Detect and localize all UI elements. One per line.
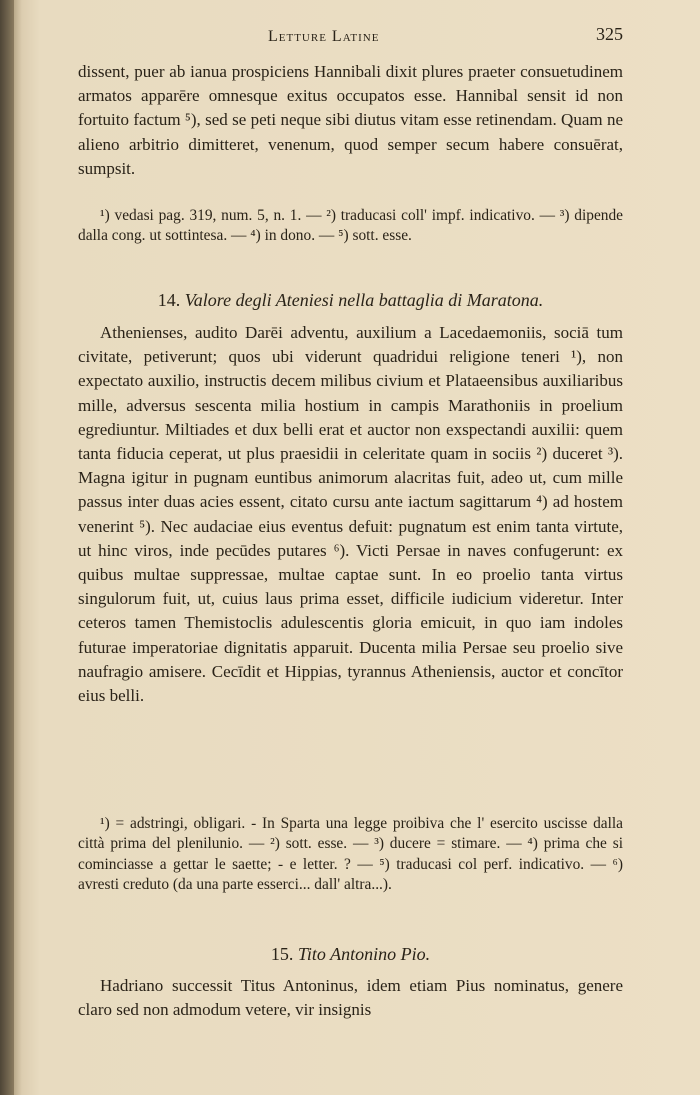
section-14-heading xyxy=(78,288,623,312)
running-title: Letture Latine xyxy=(268,28,380,45)
page-binding xyxy=(0,0,14,1095)
paragraph-section-15: Hadriano successit Titus Antoninus, idem etiam Pius nominatus, genere claro sed non admodum vetere, vir insignis xyxy=(78,976,623,1020)
section-15-title: Tito Antonino Pio. xyxy=(297,944,431,964)
page-header xyxy=(78,24,623,50)
paragraph-section-14: Athenienses, audito Darēi adventu, auxilium a Lacedaemoniis, sociā tum civitate, petiverunt; quos ubi viderunt quadridui religione teneri ¹), non expectato auxilio, instructis decem milibus civium et Plataeensibus auxiliaribus mille, adversus sescenta milia hostium in campis Marathoniis in proelium egrediuntur. Miltiades et dux belli erat et auctor non exspectandi auxilii: quem tanta fiducia ceperat, ut plus praesidii in celeritate quam in sociis ²) duceret ³). Magna igitur in pugnam euntibus animorum alacritas fuit, adeo ut, cum mille passus inter duas acies essent, citato cursu ante iactum sagittarum ⁴) ad hostem venerint ⁵). Nec audaciae eius eventus defuit: pugnatum est enim tanta virtute, ut hinc viros, inde pecūdes putares ⁶). Victi Persae in naves confugerunt: ex quibus multae suppressae, multae captae sunt. In eo proelio tanta virtus singulorum fuit, ut, cuius laus prima esset, difficile iudicium videretur. Inter ceteros tamen Themistoclis adulescentis gloria emicuit, in quo iam indoles futurae imperatoriae dignitatis apparuit. Ducenta milia Persae seu proelio sive naufragio amisere. Cecīdit et Hippias, tyrannus Atheniensis, auctor et concītor eius belli. xyxy=(78,323,623,706)
footnotes-section-14: ¹) = adstringi, obligari. - In Sparta una legge proibiva che l' esercito uscisse dalla città prima del plenilunio. — ²) sott. esse. — ³) ducere = stimare. — ⁴) prima che si cominciasse a gettar le saette; - e letter. ? — ⁵) traducasi col perf. indicativo. — ⁶) avresti creduto (da una parte esserci... dall' altra...). xyxy=(78,815,623,893)
paragraph-continued: dissent, puer ab ianua prospiciens Hannibali dixit plures praeter consuetudinem armatos apparēre omnesque exitus occupatos esse. Hannibal sensit id non fortuito factum ⁵), sed se peti neque sibi diutus vitam esse retinendam. Quam ne alieno arbitrio dimitteret, venenum, quod semper secum habere consuērat, sumpsit. xyxy=(78,62,623,178)
footnotes-section-13: ¹) vedasi pag. 319, num. 5, n. 1. — ²) traducasi coll' impf. indicativo. — ³) dipende dalla cong. ut sottintesa. — ⁴) in dono. — ⁵) sott. esse. xyxy=(78,207,623,245)
page-number: 325 xyxy=(596,24,623,44)
section-14-title: Valore degli Ateniesi nella battaglia di Maratona. xyxy=(184,290,544,310)
section-14-number: 14. xyxy=(157,290,181,310)
section-15-heading xyxy=(78,942,623,966)
section-15-number: 15. xyxy=(270,944,294,964)
